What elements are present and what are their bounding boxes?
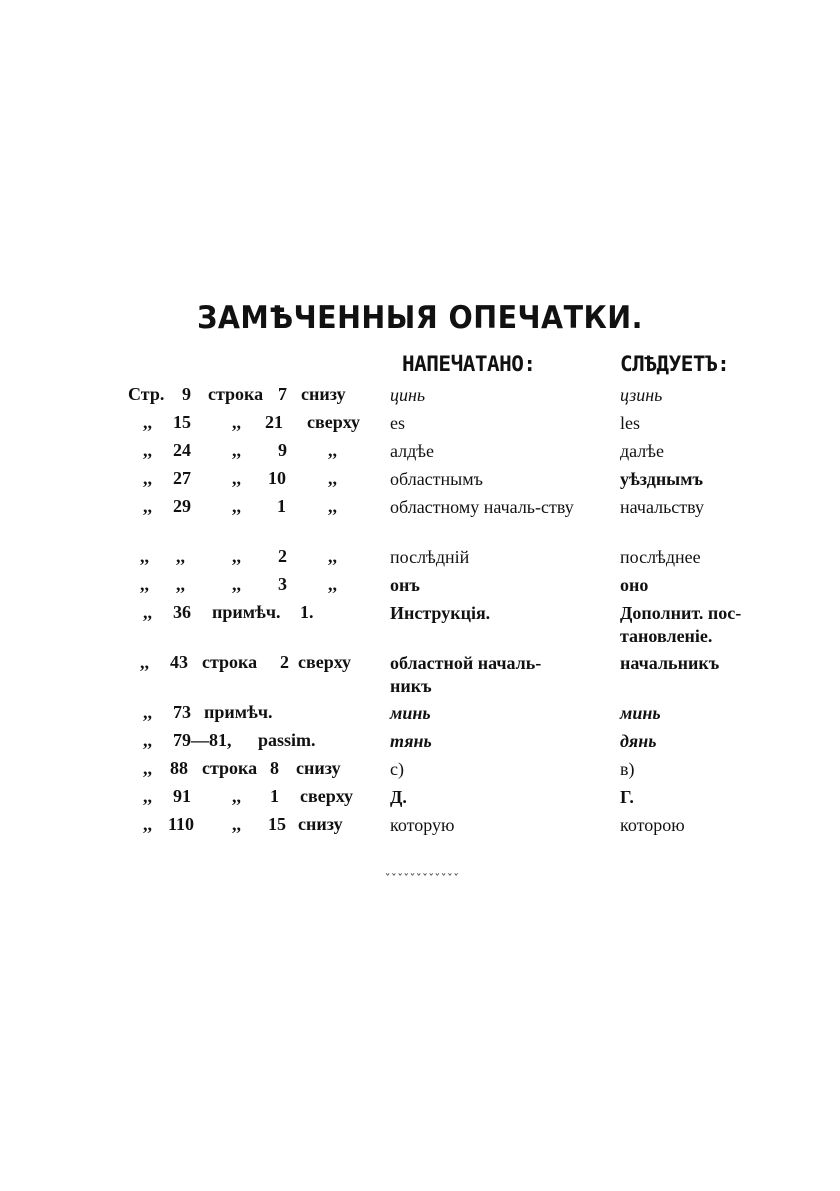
ref-line: 21: [265, 412, 283, 432]
printed-text: алдѣе: [390, 441, 435, 461]
ref-page: ,,: [176, 574, 185, 594]
ref-direction: ,,: [328, 496, 337, 516]
should-text: дянь: [620, 731, 657, 751]
ref-page-label: ,,: [140, 574, 149, 594]
printed-text: цинь: [390, 385, 426, 405]
ref-page-label: ,,: [143, 602, 152, 622]
printed-text: тянь: [390, 731, 432, 751]
ref-line-label: ,,: [232, 786, 241, 806]
ref-page-label: ,,: [143, 702, 152, 722]
ref-line-label: ,,: [232, 814, 241, 834]
should-text: послѣднее: [620, 547, 701, 567]
ref-line: 2: [280, 652, 289, 672]
ref-line: 8: [270, 758, 279, 778]
printed-text: которую: [390, 815, 455, 835]
ref-page-label: ,,: [143, 814, 152, 834]
ref-page: 29: [173, 496, 191, 516]
ref-direction: ,,: [328, 546, 337, 566]
ref-page-label: ,,: [140, 546, 149, 566]
ref-page-label: ,,: [143, 786, 152, 806]
ref-direction: ,,: [328, 468, 337, 488]
ref-page-label: ,,: [143, 412, 152, 432]
ref-direction: снизу: [298, 814, 343, 834]
ref-line: 9: [278, 440, 287, 460]
printed-text: Д.: [390, 787, 407, 807]
should-text: начальству: [620, 497, 705, 517]
should-text: уѣзднымъ: [620, 469, 703, 489]
ref-page-label: ,,: [143, 468, 152, 488]
ref-direction: ,,: [328, 440, 337, 460]
ref-page: 73: [173, 702, 191, 722]
should-text: далѣе: [620, 441, 665, 461]
ref-line: 3: [278, 574, 287, 594]
ref-line-label: passim.: [258, 730, 316, 750]
ref-line-label: ,,: [232, 496, 241, 516]
ref-page: 91: [173, 786, 191, 806]
ref-line-label: ,,: [232, 440, 241, 460]
printed-text: областному началь-ству: [390, 497, 574, 517]
printed-text: областной началь-никъ: [390, 653, 542, 696]
should-text: минь: [620, 703, 661, 723]
ref-line: 2: [278, 546, 287, 566]
ref-page-label: Стр.: [128, 384, 165, 404]
ref-page: 88: [170, 758, 188, 778]
printed-text: минь: [390, 703, 431, 723]
ref-page: 36: [173, 602, 191, 622]
should-text: цзинь: [620, 385, 663, 405]
ref-line: 1.: [300, 602, 314, 622]
ref-line: 7: [278, 384, 287, 404]
printed-text: послѣдній: [390, 547, 470, 567]
ref-line-label: ,,: [232, 468, 241, 488]
ref-page-label: ,,: [140, 652, 149, 672]
ref-page: 110: [168, 814, 195, 834]
ref-page: 24: [173, 440, 191, 460]
should-text: les: [620, 413, 640, 433]
should-text: Дополнит. пос-тановленіе.: [620, 603, 742, 646]
page-title: ЗАМѢЧЕННЫЯ ОПЕЧАТКИ.: [197, 300, 643, 336]
ref-line: 10: [268, 468, 286, 488]
ref-page-label: ,,: [143, 440, 152, 460]
ref-line-label: ,,: [232, 574, 241, 594]
ref-page-label: ,,: [143, 496, 152, 516]
ref-page: 9: [182, 384, 191, 404]
ornamental-divider: ˇˇˇˇˇˇˇˇˇˇˇˇ: [384, 872, 459, 886]
ref-line: 15: [268, 814, 286, 834]
ref-page: 15: [173, 412, 191, 432]
should-text: Г.: [620, 787, 634, 807]
ref-page-label: ,,: [143, 730, 152, 750]
ref-page: 43: [170, 652, 188, 672]
should-text: в): [620, 759, 635, 779]
ref-direction: ,,: [328, 574, 337, 594]
printed-text: с): [390, 759, 404, 779]
ref-page-label: ,,: [143, 758, 152, 778]
printed-text: Инструкція.: [390, 603, 491, 623]
should-text: которою: [620, 815, 685, 835]
ref-line-label: ,,: [232, 412, 241, 432]
ref-line-label: примѣч.: [212, 602, 281, 622]
ref-page: 27: [173, 468, 191, 488]
printed-text: онъ: [390, 575, 420, 595]
ref-line: 1: [277, 496, 286, 516]
ref-direction: сверху: [307, 412, 361, 432]
should-text: начальникъ: [620, 653, 720, 673]
ref-line-label: примѣч.: [204, 702, 273, 722]
should-text: оно: [620, 575, 649, 595]
ref-line-label: строка: [202, 758, 258, 778]
printed-text: es: [390, 413, 405, 433]
ref-line-label: строка: [208, 384, 264, 404]
ref-page: 79—81,: [173, 730, 232, 750]
header-printed: НАПЕЧАТАНО:: [402, 352, 536, 376]
printed-text: областнымъ: [390, 469, 483, 489]
ref-direction: снизу: [301, 384, 346, 404]
ref-direction: сверху: [298, 652, 352, 672]
ref-direction: сверху: [300, 786, 354, 806]
header-should-be: СЛѢДУЕТЪ:: [620, 352, 730, 376]
ref-page: ,,: [176, 546, 185, 566]
ref-direction: снизу: [296, 758, 341, 778]
ref-line-label: строка: [202, 652, 258, 672]
ref-line: 1: [270, 786, 279, 806]
ref-line-label: ,,: [232, 546, 241, 566]
